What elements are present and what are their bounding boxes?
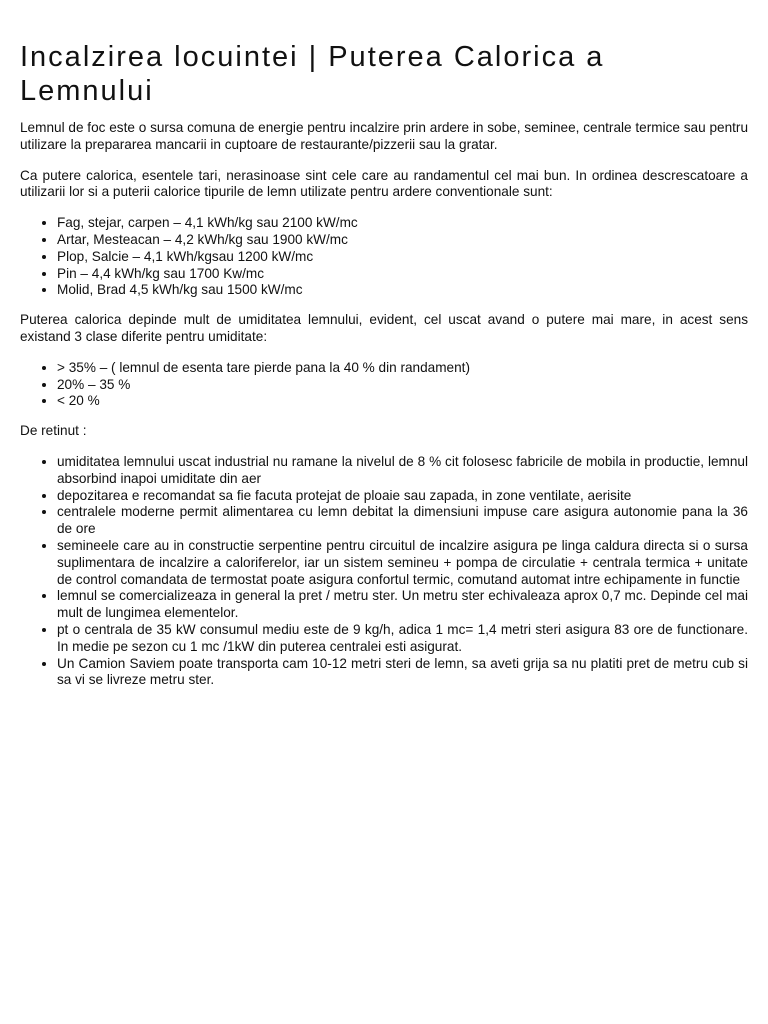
list-item: • lemnul se comercializeaza in general la pret / metru ster. Un metru ster echivaleaza aprox 0,7 mc. Depinde cel mai mult de lungimea elementelor. <box>57 588 748 622</box>
list-item: • Fag, stejar, carpen – 4,1 kWh/kg sau 2100 kW/mc <box>57 215 748 232</box>
list-item: • Artar, Mesteacan – 4,2 kWh/kg sau 1900 kW/mc <box>57 232 748 249</box>
list-item: • Un Camion Saviem poate transporta cam 10-12 metri steri de lemn, sa aveti grija sa nu platiti pret de metru cub si sa vi se livreze metru ster. <box>57 656 748 690</box>
list-item: • < 20 % <box>57 393 748 410</box>
list-item: • Pin – 4,4 kWh/kg sau 1700 Kw/mc <box>57 266 748 283</box>
notes-list <box>20 454 748 689</box>
intro-paragraph: Lemnul de foc este o sursa comuna de energie pentru incalzire prin ardere in sobe, seminee, centrale termice sau pentru utilizare la prepararea mancarii in cuptoare de restaurante/pizzerii sau la gratar. <box>20 120 748 152</box>
document-page <box>20 40 748 689</box>
humidity-classes-list <box>20 360 748 410</box>
list-item: • depozitarea e recomandat sa fie facuta protejat de ploaie sau zapada, in zone ventilate, aerisite <box>57 488 748 505</box>
notes-heading: De retinut : <box>20 423 87 439</box>
list-item: • centralele moderne permit alimentarea cu lemn debitat la dimensiuni impuse care asigura autonomie pana la 36 de ore <box>57 504 748 538</box>
humidity-paragraph: Puterea calorica depinde mult de umiditatea lemnului, evident, cel uscat avand o putere mai mare, in acest sens existand 3 clase diferite pentru umiditate: <box>20 312 748 344</box>
list-item: • semineele care au in constructie serpentine pentru circuitul de incalzire asigura pe linga caldura directa si o sursa suplimentara de incalzire a caloriferelor, iar un sistem semineu + pompa de circulatie + centrala termica + unitate de control comandata de termostat poate asigura confortul termic, comutand automat intre echipamente in functie <box>57 538 748 588</box>
list-item: • Plop, Salcie – 4,1 kWh/kgsau 1200 kW/mc <box>57 249 748 266</box>
calorific-paragraph: Ca putere calorica, esentele tari, nerasinoase sint cele care au randamentul cel mai bun. In ordinea descrescatoare a utilizarii lor si a puterii calorice tipurile de lemn utilizate pentru ardere conventionale sunt: <box>20 167 748 200</box>
list-item: • pt o centrala de 35 kW consumul mediu este de 9 kg/h, adica 1 mc= 1,4 metri steri asigura 83 ore de functionare. In medie pe sezon cu 1 mc /1kW din puterea centralei esti asigurat. <box>57 622 748 656</box>
wood-types-list <box>20 215 748 299</box>
page-title: Incalzirea locuintei | Puterea Calorica a Lemnului <box>20 41 605 107</box>
list-item: • umiditatea lemnului uscat industrial nu ramane la nivelul de 8 % cit folosesc fabricile de mobila in productie, lemnul absorbind inapoi umiditate din aer <box>57 454 748 488</box>
list-item: • Molid, Brad 4,5 kWh/kg sau 1500 kW/mc <box>57 282 748 299</box>
list-item: • 20% – 35 % <box>57 377 748 394</box>
list-item: • > 35% – ( lemnul de esenta tare pierde pana la 40 % din randament) <box>57 360 748 377</box>
